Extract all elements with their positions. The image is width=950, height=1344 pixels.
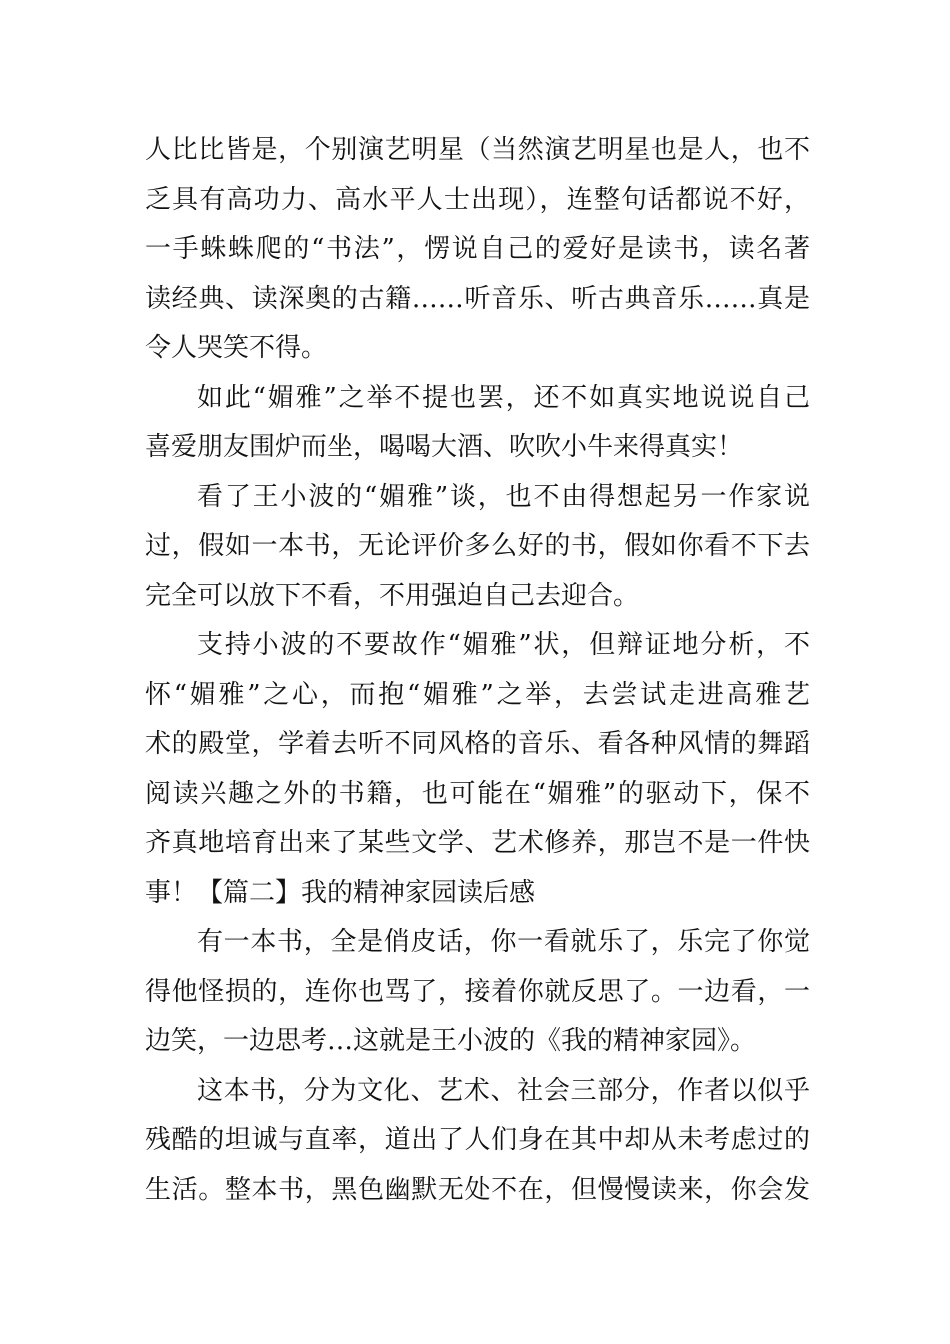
text-line: 齐真地培育出来了某些文学、艺术修养，那岂不是一件快 xyxy=(145,828,810,858)
text-line: 看了王小波的“媚雅”谈，也不由得想起另一作家说 xyxy=(197,481,810,512)
text-line: 事！【篇二】我的精神家园读后感 xyxy=(145,877,536,908)
text-line: 怀“媚雅”之心，而抱“媚雅”之举，去尝试走进高雅艺 xyxy=(145,679,810,710)
text-line: 残酷的坦诚与直率，道出了人们身在其中却从未考虑过的 xyxy=(145,1125,810,1155)
text-line: 读经典、读深奥的古籍……听音乐、听古典音乐……真是 xyxy=(145,283,810,314)
body-text xyxy=(145,126,810,1215)
text-line: 人比比皆是，个别演艺明星（当然演艺明星也是人，也不 xyxy=(145,135,810,165)
text-line: 得他怪损的，连你也骂了，接着你就反思了。一边看，一 xyxy=(145,976,810,1007)
text-line: 过，假如一本书，无论评价多么好的书，假如你看不下去 xyxy=(145,531,810,561)
text-line: 令人哭笑不得。 xyxy=(145,333,328,363)
text-line: 阅读兴趣之外的书籍，也可能在“媚雅”的驱动下，保不 xyxy=(145,778,810,809)
text-line: 生活。整本书，黑色幽默无处不在，但慢慢读来，你会发 xyxy=(145,1174,810,1205)
text-line: 这本书，分为文化、艺术、社会三部分，作者以似乎 xyxy=(197,1075,810,1106)
text-line: 术的殿堂，学着去听不同风格的音乐、看各种风情的舞蹈 xyxy=(145,729,810,759)
text-line: 如此“媚雅”之举不提也罢，还不如真实地说说自己 xyxy=(197,382,810,413)
text-line: 一手蛛蛛爬的“书法”，愣说自己的爱好是读书，读名著 xyxy=(145,234,810,264)
text-line: 支持小波的不要故作“媚雅”状，但辩证地分析，不 xyxy=(197,630,810,660)
text-line: 喜爱朋友围炉而坐，喝喝大酒、吹吹小牛来得真实！ xyxy=(145,432,744,462)
text-line: 有一本书，全是俏皮话，你一看就乐了，乐完了你觉 xyxy=(197,927,810,957)
text-line: 完全可以放下不看，不用强迫自己去迎合。 xyxy=(145,580,640,611)
text-line: 乏具有高功力、高水平人士出现），连整句话都说不好， xyxy=(145,184,810,215)
text-line: 边笑，一边思考…这就是王小波的《我的精神家园》。 xyxy=(145,1026,757,1056)
